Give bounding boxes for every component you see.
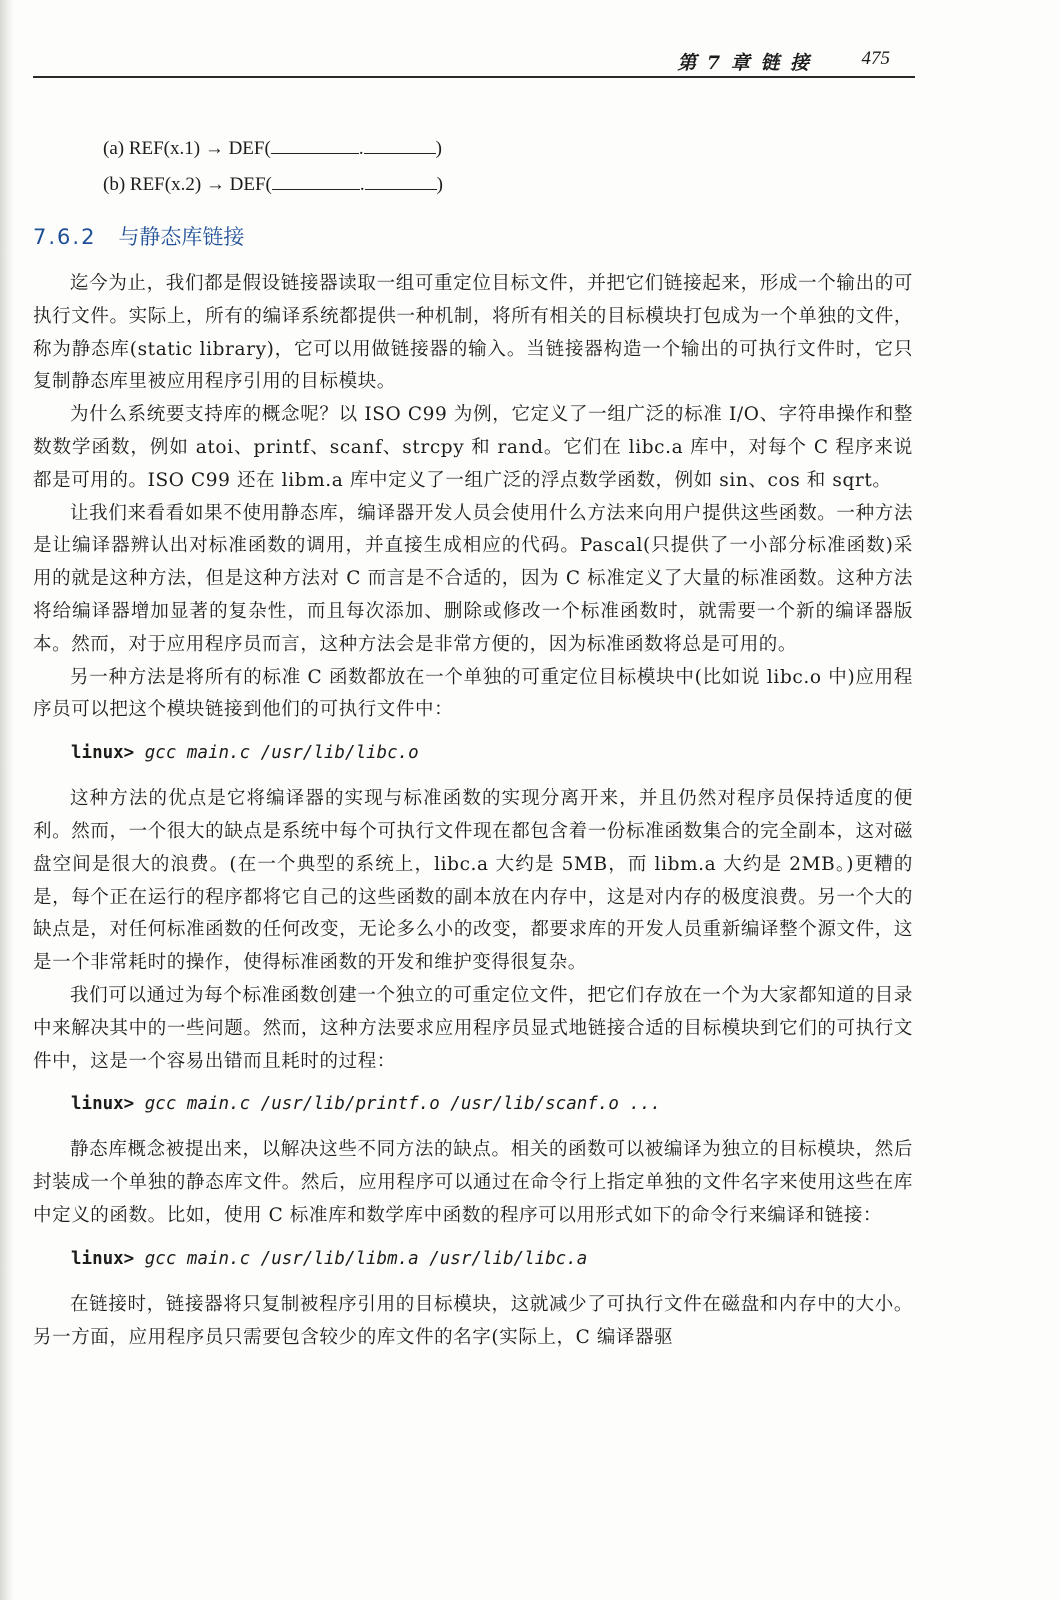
answer-suffix: ) [435,138,442,159]
shell-prompt: linux> [71,743,135,764]
answer-suffix: ) [436,174,443,195]
answer-prefix: (a) REF(x.1) → DEF( [103,138,271,159]
shell-command: gcc main.c /usr/lib/libc.o [144,743,419,764]
answer-line-b: (b) REF(x.2) → DEF( . ) [103,168,913,202]
shell-prompt: linux> [71,1094,135,1115]
page-number: 475 [861,48,890,69]
paragraph: 这种方法的优点是它将编译器的实现与标准函数的实现分离开来，并且仍然对程序员保持适度的便利。然而，一个很大的缺点是系统中每个可执行文件现在都包含着一份标准函数集合的完全副本，这对磁盘空间是很大的浪费。(在一个典型的系统上，libc.a 大约是 5MB，而 libm.a 大约是 2MB。)更糟的是，每个正在运行的程序都将它自己的这些函数的副本放在内存中，这是对内存的极度浪费。另一个大的缺点是，对任何标准函数的任何改变，无论多么小的改变，都要求库的开发人员重新编译整个源文件，这是一个非常耗时的操作，使得标准函数的开发和维护变得很复杂。 [33,788,913,974]
paragraph: 静态库概念被提出来，以解决这些不同方法的缺点。相关的函数可以被编译为独立的目标模块，然后封装成一个单独的静态库文件。然后，应用程序可以通过在命令行上指定单独的文件名字来使用这些在库中定义的函数。比如，使用 C 标准库和数学库中函数的程序可以用形式如下的命令行来编译和链接： [33,1139,913,1226]
answer-blank [272,171,360,190]
answer-line-a: (a) REF(x.1) → DEF( . ) [103,132,913,166]
code-line [71,737,913,769]
paragraph: 另一种方法是将所有的标准 C 函数都放在一个单独的可重定位目标模块中(比如说 libc.o 中)应用程序员可以把这个模块链接到他们的可执行文件中： [33,666,913,721]
section-number: 7.6.2 [33,225,97,249]
chapter-title: 第 7 章 链 接 [677,52,811,74]
code-line [71,1088,913,1120]
paragraph: 为什么系统要支持库的概念呢？以 ISO C99 为例，它定义了一组广泛的标准 I/O、字符串操作和整数数学函数，例如 atoi、printf、scanf、strcpy 和 rand。它们在 libc.a 库中，对每个 C 程序来说都是可用的。ISO C99 还在 libm.a 库中定义了一组广泛的浮点数学函数，例如 sin、cos 和 sqrt。 [33,404,913,491]
section-heading [33,220,913,254]
running-header [33,46,915,78]
shell-command: gcc main.c /usr/lib/printf.o /usr/lib/scanf.o ... [144,1094,662,1115]
page-content [33,132,913,1354]
paragraph: 让我们来看看如果不使用静态库，编译器开发人员会使用什么方法来向用户提供这些函数。一种方法是让编译器辨认出对标准函数的调用，并直接生成相应的代码。Pascal(只提供了一小部分标准函数)采用的就是这种方法，但是这种方法对 C 而言是不合适的，因为 C 标准定义了大量的标准函数。这种方法将给编译器增加显著的复杂性，而且每次添加、删除或修改一个标准函数时，就需要一个新的编译器版本。然而，对于应用程序员而言，这种方法会是非常方便的，因为标准函数将总是可用的。 [33,502,913,655]
paragraph: 迄今为止，我们都是假设链接器读取一组可重定位目标文件，并把它们链接起来，形成一个输出的可执行文件。实际上，所有的编译系统都提供一种机制，将所有相关的目标模块打包成为一个单独的文件，称为静态库(static library)，它可以用做链接器的输入。当链接器构造一个输出的可执行文件时，它只复制静态库里被应用程序引用的目标模块。 [33,273,913,393]
paragraph: 在链接时，链接器将只复制被程序引用的目标模块，这就减少了可执行文件在磁盘和内存中的大小。另一方面，应用程序员只需要包含较少的库文件的名字(实际上，C 编译器驱 [33,1293,913,1348]
answer-prefix: (b) REF(x.2) → DEF( [103,174,272,195]
shell-command: gcc main.c /usr/lib/libm.a /usr/lib/libc.a [144,1248,588,1269]
answer-blank [364,135,436,154]
answer-blank [365,171,437,190]
answer-blank [271,135,359,154]
section-title: 与静态库链接 [118,225,245,249]
paragraph: 我们可以通过为每个标准函数创建一个独立的可重定位文件，把它们存放在一个为大家都知道的目录中来解决其中的一些问题。然而，这种方法要求应用程序员显式地链接合适的目标模块到它们的可执行文件中，这是一个容易出错而且耗时的过程： [33,984,913,1072]
code-line [71,1243,913,1275]
shell-prompt: linux> [71,1248,135,1269]
